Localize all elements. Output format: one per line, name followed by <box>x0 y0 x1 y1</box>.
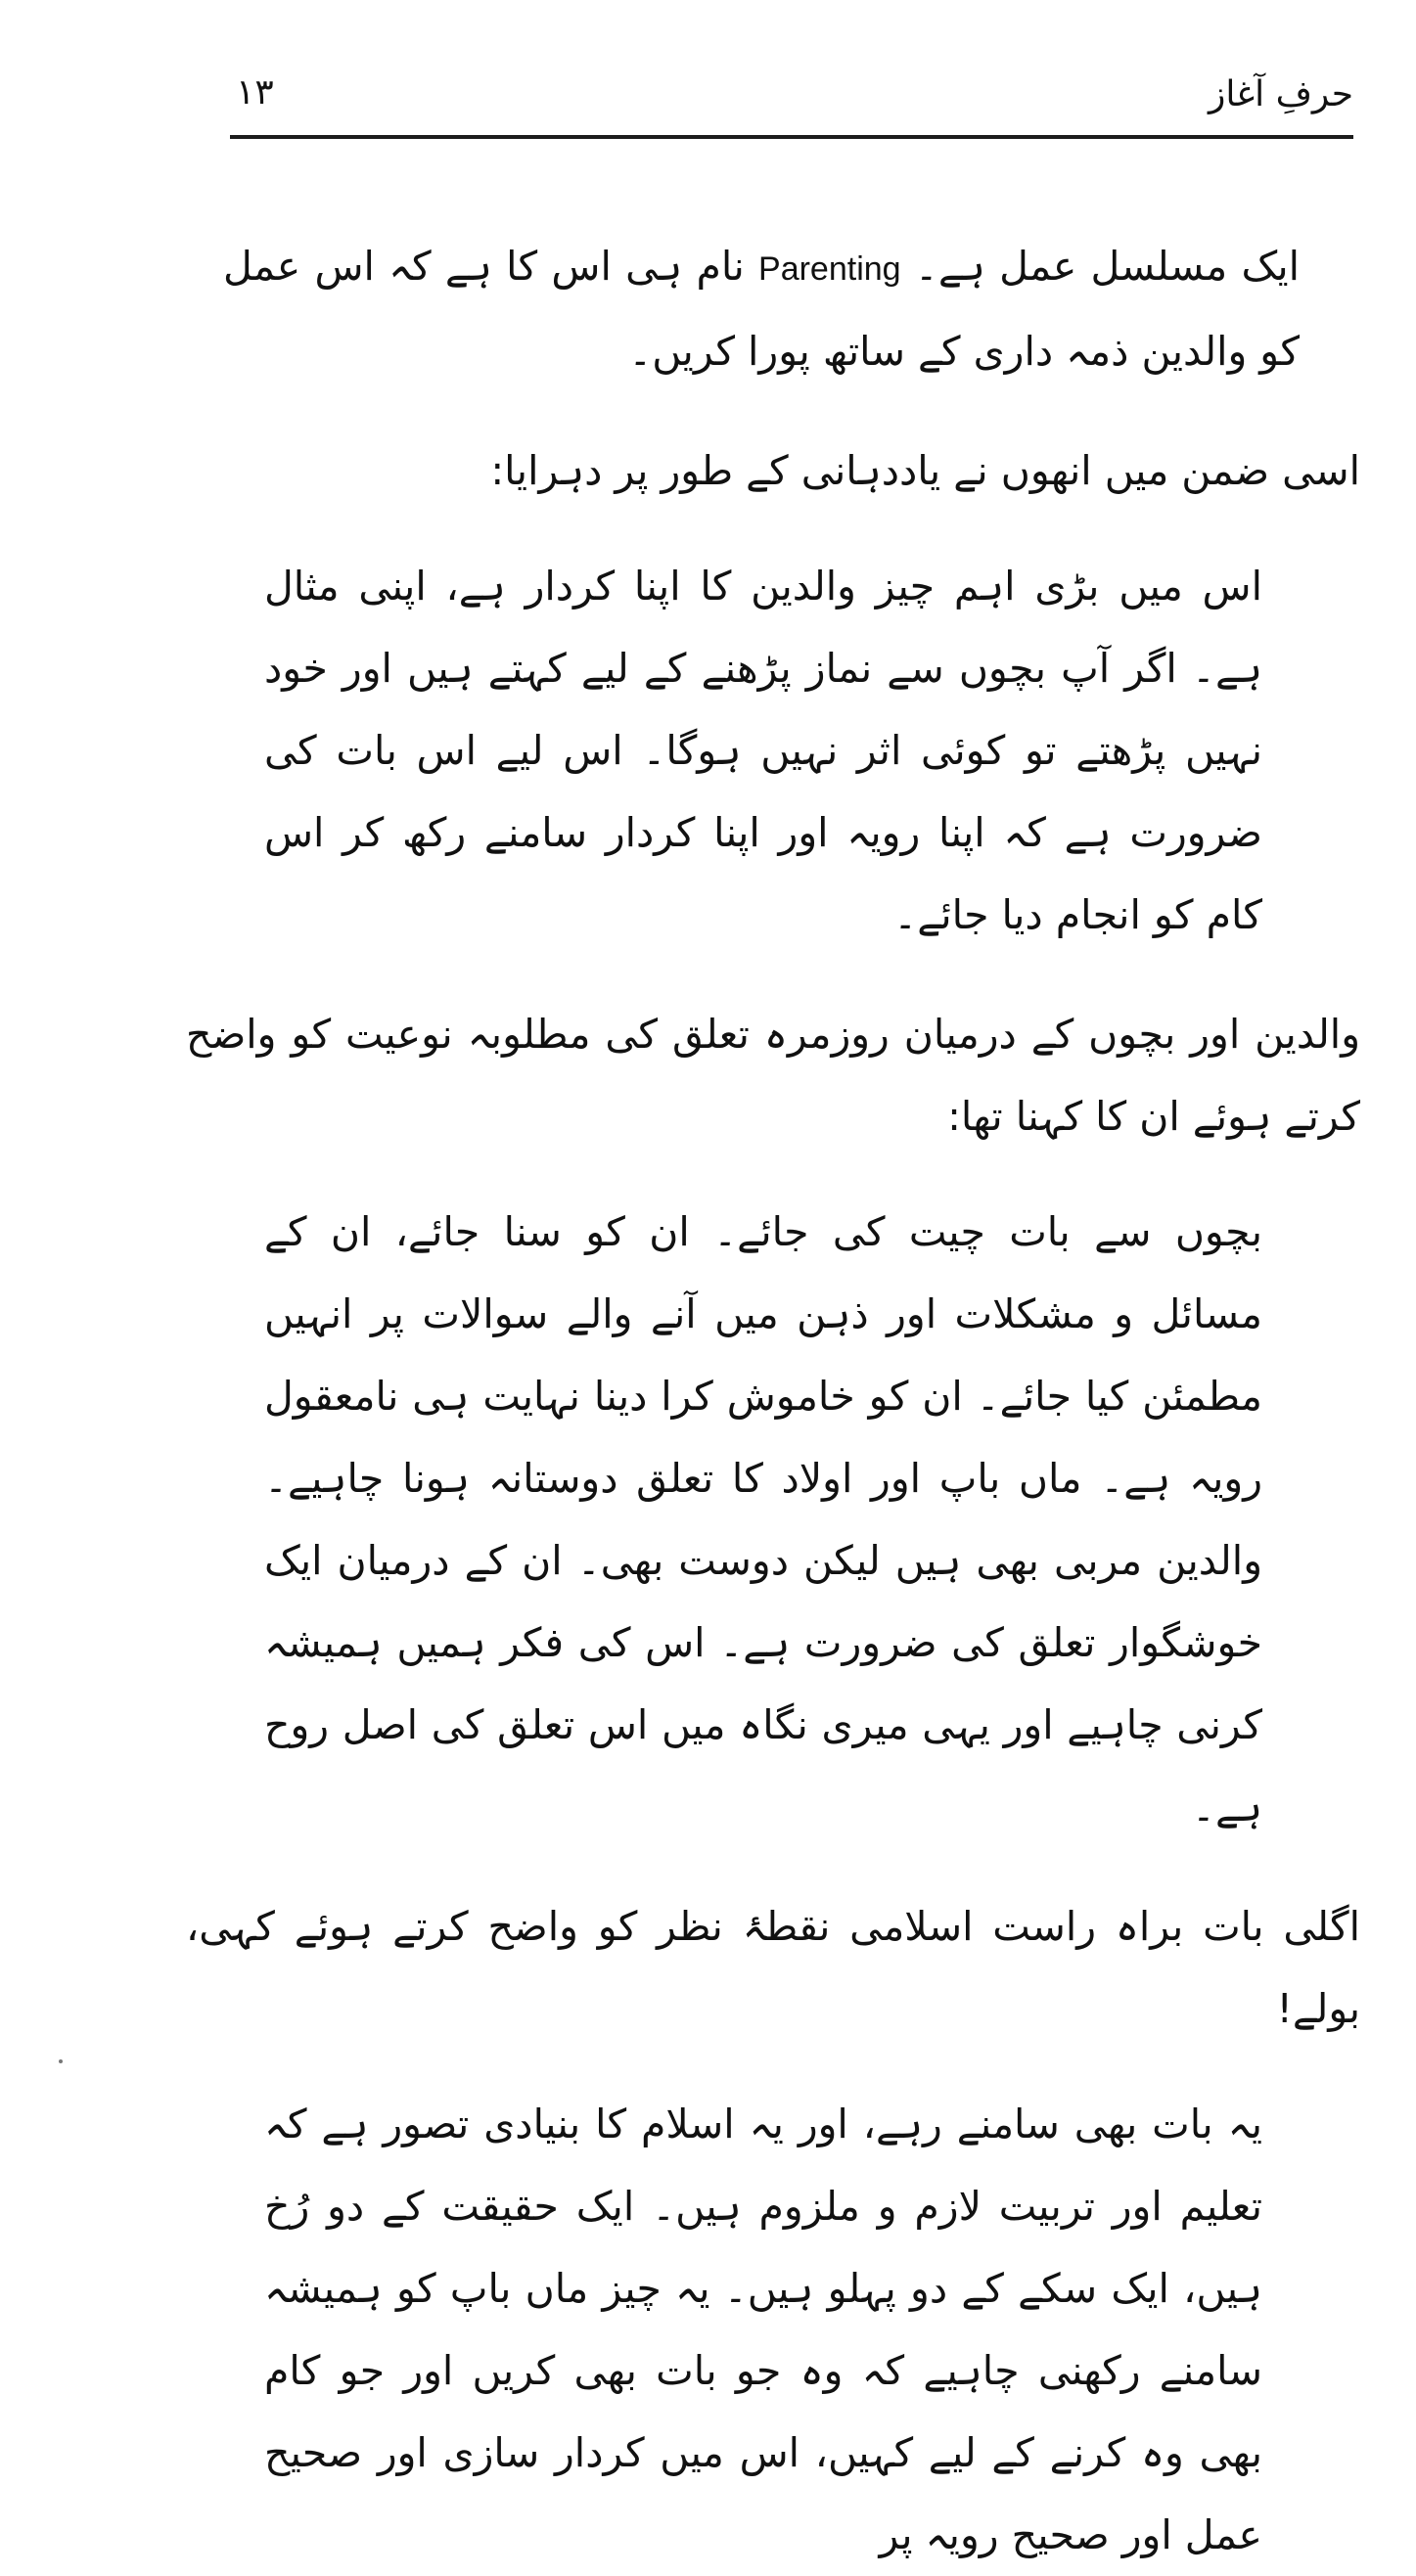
paragraph-text-part: نام ہی اس کا ہے کہ اس عمل کو والدین ذمہ داری کے ساتھ پورا کریں۔ <box>223 243 1300 375</box>
page-body <box>186 225 1360 2576</box>
page-header <box>230 59 1353 139</box>
paragraph-intro: والدین اور بچوں کے درمیان روزمرہ تعلق کی مطلوبہ نوعیت کو واضح کرتے ہوئے ان کا کہنا تھا: <box>186 1011 1360 1140</box>
english-term: Parenting <box>758 250 901 288</box>
page-number: ۱۳ <box>236 72 274 113</box>
block-quote: اس میں بڑی اہم چیز والدین کا اپنا کردار ہے، اپنی مثال ہے۔ اگر آپ بچوں سے نماز پڑھنے کے لیے کہتے ہیں اور خود نہیں پڑھتے تو کوئی اثر نہیں ہوگا۔ اس لیے اس بات کی ضرورت ہے کہ اپنا رویہ اور اپنا کردار سامنے رکھ کر اس کام کو انجام دیا جائے۔ <box>264 563 1262 938</box>
paragraph-intro: اگلی بات براہ راست اسلامی نقطۂ نظر کو واضح کرتے ہوئے کہی، بولے! <box>186 1903 1360 2032</box>
paragraph-intro: اسی ضمن میں انھوں نے یاددہانی کے طور پر دہرایا: <box>490 447 1360 494</box>
running-title: حرفِ آغاز <box>1208 74 1353 114</box>
print-speck <box>59 2059 63 2063</box>
block-quote: بچوں سے بات چیت کی جائے۔ ان کو سنا جائے، ان کے مسائل و مشکلات اور ذہن میں آنے والے سوالات پر انہیں مطمئن کیا جائے۔ ان کو خاموش کرا دینا نہایت ہی نامعقول رویہ ہے۔ ماں باپ اور اولاد کا تعلق دوستانہ ہونا چاہیے۔ والدین مربی بھی ہیں لیکن دوست بھی۔ ان کے درمیان ایک خوشگوار تعلق کی ضرورت ہے۔ اس کی فکر ہمیں ہمیشہ کرنی چاہیے اور یہی میری نگاہ میں اس تعلق کی اصل روح ہے۔ <box>264 1208 1262 1830</box>
paragraph-text-part: ایک مسلسل عمل ہے۔ <box>900 243 1300 290</box>
block-quote: یہ بات بھی سامنے رہے، اور یہ اسلام کا بنیادی تصور ہے کہ تعلیم اور تربیت لازم و ملزوم ہیں۔ ایک حقیقت کے دو رُخ ہیں، ایک سکے کے دو پہلو ہیں۔ یہ چیز ماں باپ کو ہمیشہ سامنے رکھنی چاہیے کہ وہ جو بات بھی کریں اور جو کام بھی وہ کرنے کے لیے کہیں، اس میں کردار سازی اور صحیح عمل اور صحیح رویہ پر <box>264 2101 1262 2558</box>
paragraph-continuation <box>223 225 1300 392</box>
